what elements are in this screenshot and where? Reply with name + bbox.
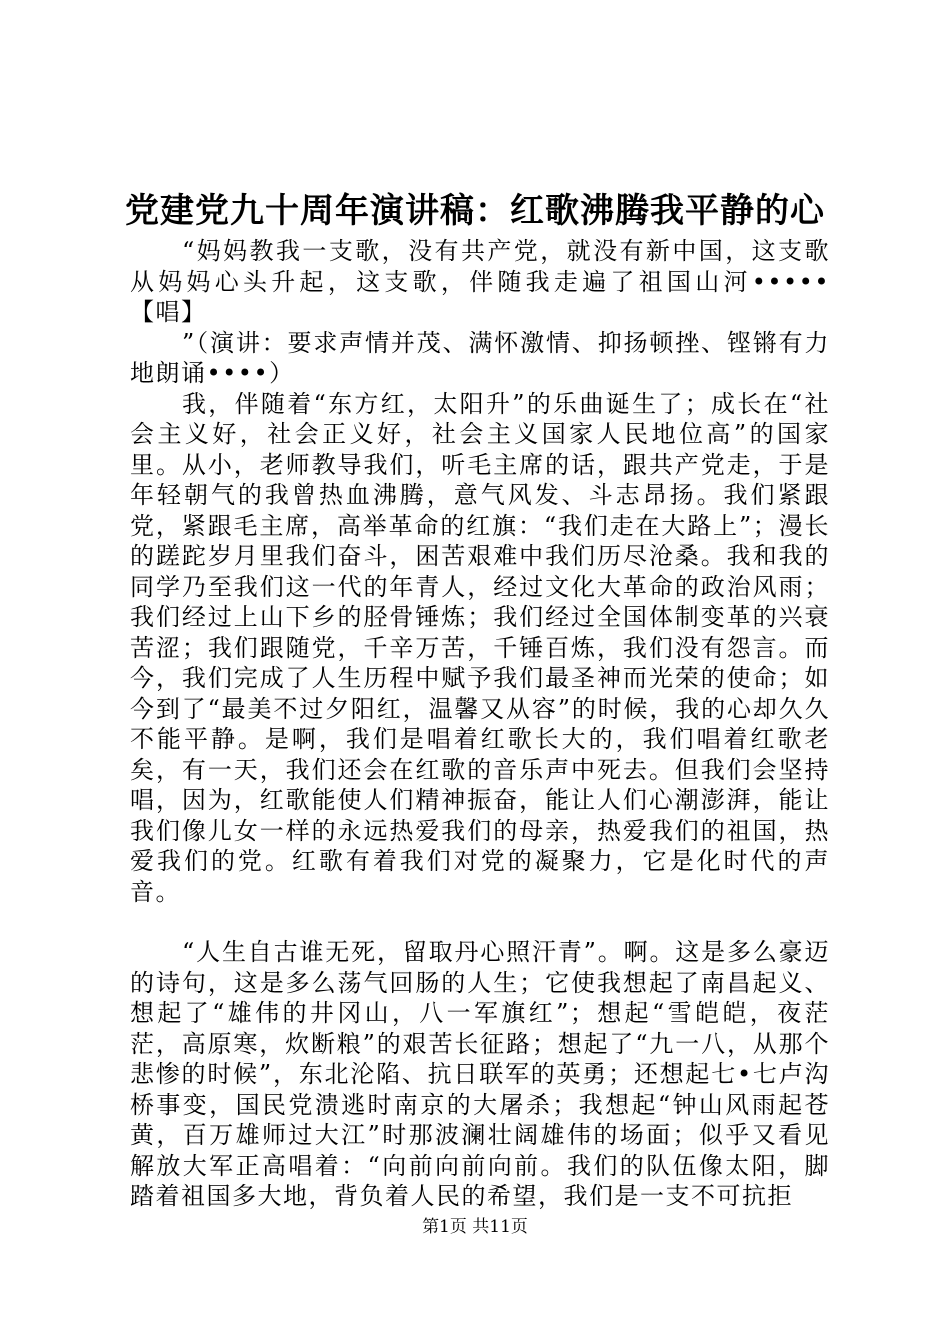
- paragraph-spacer: [130, 907, 830, 937]
- paragraph-growing-up: 我，伴随着“东方红，太阳升”的乐曲诞生了；成长在“社会主义好，社会正义好，社会主义国家人民地位高”的国家里。从小，老师教导我们，听毛主席的话，跟共产党走，于是年轻朝气的我曾热血沸腾，意气风发、斗志昂扬。我们紧跟党，紧跟毛主席，高举革命的红旗：“我们走在大路上”；漫长的蹉跎岁月里我们奋斗，困苦艰难中我们历尽沧桑。我和我的同学乃至我们这一代的年青人，经过文化大革命的政治风雨；我们经过上山下乡的胫骨锤炼；我们经过全国体制变革的兴衰苦涩；我们跟随党，千辛万苦，千锤百炼，我们没有怨言。而今，我们完成了人生历程中赋予我们最圣神而光荣的使命；如今到了“最美不过夕阳红，温馨又从容”的时候，我的心却久久不能平静。是啊，我们是唱着红歌长大的，我们唱着红歌老矣，有一天，我们还会在红歌的音乐声中死去。但我们会坚持唱，因为，红歌能使人们精神振奋，能让人们心潮澎湃，能让我们像儿女一样的永远热爱我们的母亲，热爱我们的祖国，热爱我们的党。红歌有着我们对党的凝聚力，它是化时代的声音。: [130, 389, 830, 906]
- paragraph-performance-note: ”（演讲：要求声情并茂、满怀激情、抑扬顿挫、铿锵有力地朗诵••••）: [130, 328, 830, 387]
- document-title: 党建党九十周年演讲稿：红歌沸腾我平静的心: [125, 191, 825, 231]
- page-number-footer: 第1页 共11页: [422, 1217, 528, 1237]
- document-body: [130, 236, 830, 1212]
- paragraph-song-lyrics: “妈妈教我一支歌，没有共产党，就没有新中国，这支歌从妈妈心头升起，这支歌，伴随我走遍了祖国山河•••••【唱】: [130, 237, 830, 326]
- paragraph-history: “人生自古谁无死，留取丹心照汗青”。啊。这是多么豪迈的诗句，这是多么荡气回肠的人生；它使我想起了南昌起义、想起了“雄伟的井冈山，八一军旗红”；想起“雪皑皑，夜茫茫，高原寒，炊断粮”的艰苦长征路；想起了“九一八，从那个悲惨的时候”，东北沦陷、抗日联军的英勇；还想起七•七卢沟桥事变，国民党溃逃时南京的大屠杀；我想起“钟山风雨起苍黄，百万雄师过大江”时那波澜壮阔雄伟的场面；似乎又看见解放大军正高唱着：“向前向前向前。我们的队伍像太阳，脚踏着祖国多大地，背负着人民的希望，我们是一支不可抗拒: [130, 938, 830, 1210]
